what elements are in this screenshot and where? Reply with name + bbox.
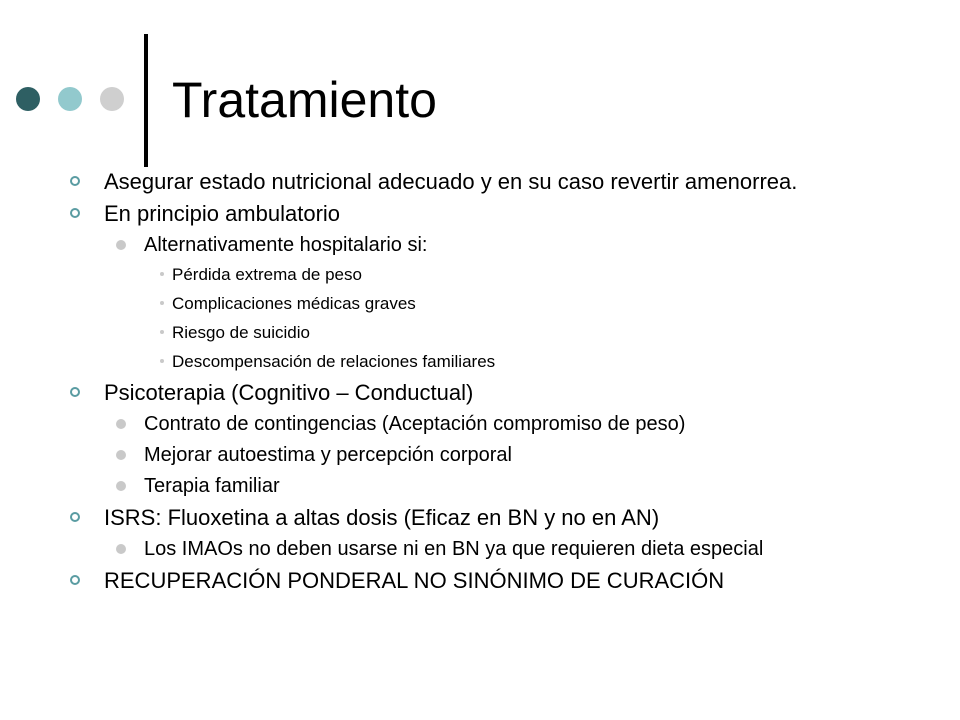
list-item-text: RECUPERACIÓN PONDERAL NO SINÓNIMO DE CURACIÓN <box>104 568 725 593</box>
list-item <box>64 234 944 256</box>
list-item-text: Complicaciones médicas graves <box>172 294 416 313</box>
small-dot-bullet-icon <box>160 330 164 334</box>
list-item <box>64 506 944 530</box>
gray-dot-icon <box>100 87 124 111</box>
disc-bullet-icon <box>116 419 126 429</box>
list-item-text: Alternativamente hospitalario si: <box>144 234 428 256</box>
list-item <box>64 475 944 497</box>
list-item <box>64 170 944 194</box>
ring-bullet-icon <box>70 512 80 522</box>
disc-bullet-icon <box>116 240 126 250</box>
list-item-text: Riesgo de suicidio <box>172 323 310 342</box>
title-divider <box>144 34 148 167</box>
list-item-text: Mejorar autoestima y percepción corporal <box>144 444 512 466</box>
bullet-list <box>64 170 944 601</box>
ring-bullet-icon <box>70 176 80 186</box>
disc-bullet-icon <box>116 450 126 460</box>
small-dot-bullet-icon <box>160 359 164 363</box>
list-item-text: En principio ambulatorio <box>104 201 341 226</box>
list-item <box>64 352 944 371</box>
list-item-text: Pérdida extrema de peso <box>172 265 362 284</box>
list-item <box>64 381 944 405</box>
ring-bullet-icon <box>70 208 80 218</box>
small-dot-bullet-icon <box>160 272 164 276</box>
list-item-text: Psicoterapia (Cognitivo – Conductual) <box>104 380 474 405</box>
list-item <box>64 265 944 284</box>
list-item-text: Descompensación de relaciones familiares <box>172 352 496 371</box>
list-item <box>64 202 944 226</box>
disc-bullet-icon <box>116 544 126 554</box>
ring-bullet-icon <box>70 387 80 397</box>
list-item-text: Asegurar estado nutricional adecuado y en su caso revertir amenorrea. <box>104 169 798 194</box>
list-item <box>64 444 944 466</box>
disc-bullet-icon <box>116 481 126 491</box>
light-teal-dot-icon <box>58 87 82 111</box>
list-item <box>64 569 944 593</box>
dark-teal-dot-icon <box>16 87 40 111</box>
slide-title: Tratamiento <box>172 72 437 128</box>
list-item <box>64 294 944 313</box>
list-item <box>64 323 944 342</box>
list-item-text: ISRS: Fluoxetina a altas dosis (Eficaz en BN y no en AN) <box>104 505 660 530</box>
list-item-text: Terapia familiar <box>144 475 280 497</box>
small-dot-bullet-icon <box>160 301 164 305</box>
list-item-text: Contrato de contingencias (Aceptación compromiso de peso) <box>144 413 686 435</box>
list-item <box>64 413 944 435</box>
ring-bullet-icon <box>70 575 80 585</box>
list-item-text: Los IMAOs no deben usarse ni en BN ya que requieren dieta especial <box>144 538 764 560</box>
list-item <box>64 538 944 560</box>
